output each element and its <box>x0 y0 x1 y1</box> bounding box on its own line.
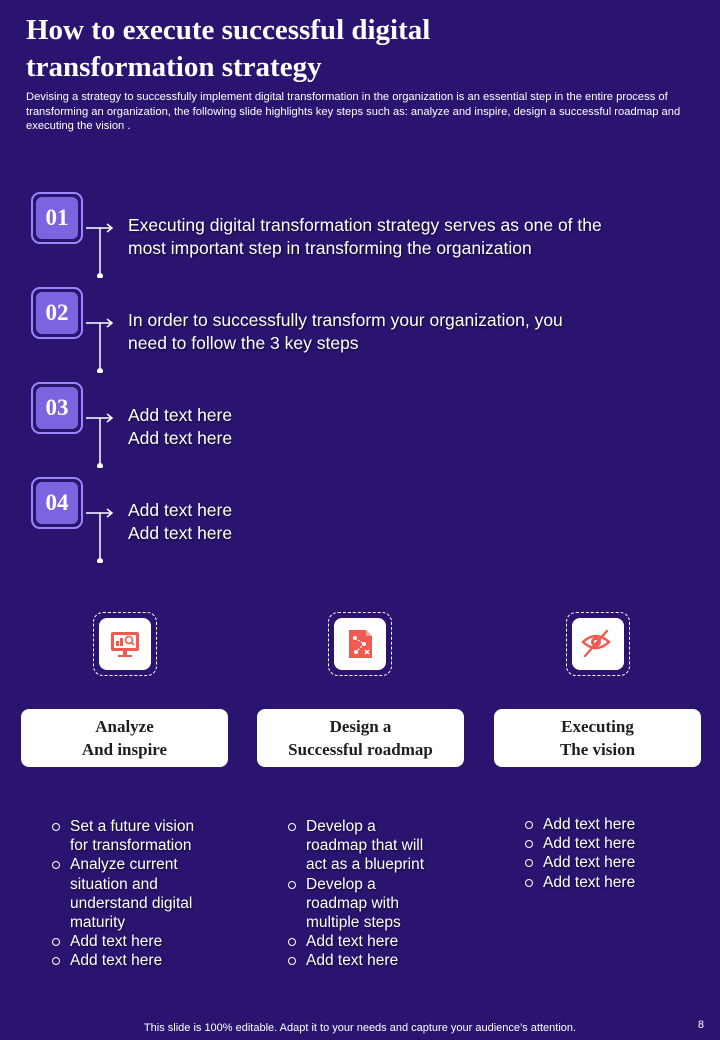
card-heading-line: Analyze <box>95 717 154 736</box>
vision-bullet-list <box>525 815 685 892</box>
step-text-line: Executing digital transformation strategy serves as one of the <box>128 215 602 235</box>
card-heading-line: Successful roadmap <box>288 740 433 759</box>
title-line: transformation strategy <box>26 51 322 83</box>
step-01 <box>0 192 720 282</box>
step-number: 02 <box>36 292 78 334</box>
card-heading-line: And inspire <box>81 740 168 759</box>
step-text-line: Add text here <box>128 523 233 543</box>
step-text-line: Add text here <box>128 500 233 520</box>
list-item: Add text here <box>525 853 685 872</box>
step-number-badge <box>31 382 83 434</box>
list-item: Add text here <box>288 932 438 951</box>
page-number: 8 <box>697 1019 704 1031</box>
vision-card <box>494 709 701 767</box>
card-heading-line: Design a <box>329 717 392 736</box>
roadmap-icon-frame <box>328 612 392 676</box>
list-item: Develop a roadmap that will act as a blueprint <box>288 817 438 875</box>
step-number-badge <box>31 192 83 244</box>
list-item: Analyze current situation and understand digital maturity <box>52 855 212 932</box>
footer-note: This slide is 100% editable. Adapt it to your needs and capture your audience’s attention. <box>143 1022 577 1034</box>
step-03 <box>0 382 720 472</box>
connector-arrow-icon <box>86 198 116 278</box>
page-title <box>26 12 686 86</box>
roadmap-card <box>257 709 464 767</box>
step-number-badge <box>31 287 83 339</box>
step-02 <box>0 287 720 377</box>
page-subtitle: Devising a strategy to successfully implement digital transformation in the organization is an essential step in the entire process of transforming an organization, the following slide highlights key steps such as: analyze and inspire, design a successful roadmap and executing the vision . <box>26 91 681 132</box>
analyze-bullet-list <box>52 817 212 971</box>
list-item: Add text here <box>525 834 685 853</box>
list-item: Add text here <box>525 873 685 892</box>
roadmap-bullet-list <box>288 817 438 971</box>
list-item: Set a future vision for transformation <box>52 817 212 855</box>
step-text <box>128 214 668 260</box>
step-04 <box>0 477 720 567</box>
analyze-monitor-icon <box>99 618 151 670</box>
step-number: 01 <box>36 197 78 239</box>
step-text-line: Add text here <box>128 428 233 448</box>
list-item: Add text here <box>525 815 685 834</box>
vision-icon-frame <box>566 612 630 676</box>
step-number: 04 <box>36 482 78 524</box>
list-item: Develop a roadmap with multiple steps <box>288 875 438 933</box>
list-item: Add text here <box>52 932 212 951</box>
card-heading-line: The vision <box>559 740 636 759</box>
step-text-line: In order to successfully transform your organization, you <box>128 310 563 330</box>
vision-eye-icon <box>572 618 624 670</box>
list-item: Add text here <box>52 951 212 970</box>
list-item: Add text here <box>288 951 438 970</box>
title-line: How to execute successful digital <box>26 14 431 46</box>
connector-arrow-icon <box>86 388 116 468</box>
card-heading-line: Executing <box>561 717 634 736</box>
step-text <box>128 404 668 450</box>
step-text <box>128 499 668 545</box>
step-text-line: most important step in transforming the organization <box>128 238 532 258</box>
step-text-line: Add text here <box>128 405 233 425</box>
step-text <box>128 309 668 355</box>
step-number-badge <box>31 477 83 529</box>
roadmap-document-icon <box>334 618 386 670</box>
step-text-line: need to follow the 3 key steps <box>128 333 359 353</box>
analyze-icon-frame <box>93 612 157 676</box>
step-number: 03 <box>36 387 78 429</box>
connector-arrow-icon <box>86 293 116 373</box>
analyze-card <box>21 709 228 767</box>
connector-arrow-icon <box>86 483 116 563</box>
